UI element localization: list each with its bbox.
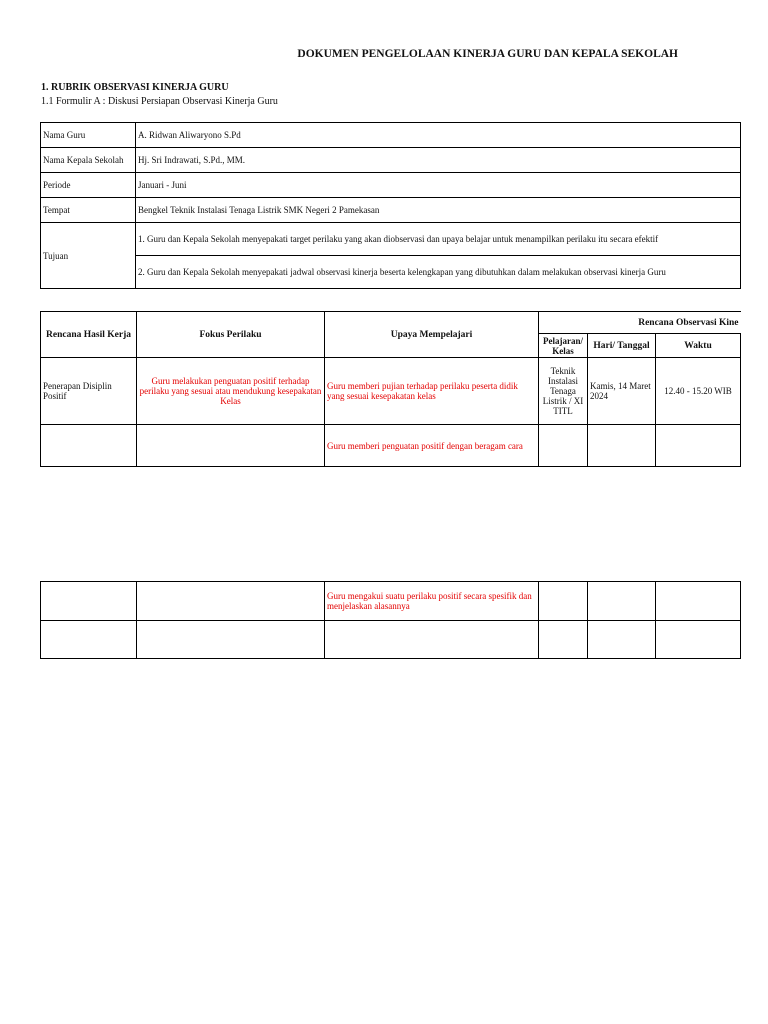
empty-cell: [656, 425, 741, 467]
pelajaran-kelas-cell: Teknik Instalasi Tenaga Listrik / XI TITL: [539, 358, 588, 425]
hari-tanggal-cell: Kamis, 14 Maret 2024: [588, 358, 656, 425]
upaya-cell-3: Guru mengakui suatu perilaku positif secara spesifik dan menjelaskan alasannya: [325, 582, 539, 621]
empty-cell: [539, 582, 588, 621]
header-rencana-observasi: Rencana Observasi Kine: [539, 312, 741, 334]
info-table: [40, 122, 741, 289]
plan-header-row-1: [41, 312, 741, 334]
empty-cell: [137, 621, 325, 659]
header-waktu: Waktu: [656, 334, 741, 358]
header-upaya-mempelajari: Upaya Mempelajari: [325, 312, 539, 358]
info-row-tujuan-1: [41, 223, 741, 256]
info-row-tempat: [41, 198, 741, 223]
empty-cell: [588, 621, 656, 659]
tujuan-item-1: 1. Guru dan Kepala Sekolah menyepakati target perilaku yang akan diobservasi dan upaya belajar untuk menampilkan perilaku itu secara efektif: [136, 223, 741, 256]
info-row-tujuan-2: [41, 256, 741, 289]
tempat-value: Bengkel Teknik Instalasi Tenaga Listrik SMK Negeri 2 Pamekasan: [136, 198, 741, 223]
empty-cell: [137, 425, 325, 467]
kepala-sekolah-value: Hj. Sri Indrawati, S.Pd., MM.: [136, 148, 741, 173]
fokus-perilaku-cell: Guru melakukan penguatan positif terhadap perilaku yang sesuai atau mendukung kesepakatan Kelas: [137, 358, 325, 425]
kepala-sekolah-label: Nama Kepala Sekolah: [41, 148, 136, 173]
nama-guru-value: A. Ridwan Aliwaryono S.Pd: [136, 123, 741, 148]
empty-cell: [41, 582, 137, 621]
empty-cell: [325, 621, 539, 659]
tujuan-item-2: 2. Guru dan Kepala Sekolah menyepakati jadwal observasi kinerja beserta kelengkapan yang dibutuhkan dalam melakukan observasi kinerja Guru: [136, 256, 741, 289]
info-row-nama-guru: [41, 123, 741, 148]
header-hari-tanggal: Hari/ Tanggal: [588, 334, 656, 358]
observation-plan-table-continued: [40, 581, 741, 659]
waktu-cell: 12.40 - 15.20 WIB: [656, 358, 741, 425]
upaya-cell-1: Guru memberi pujian terhadap perilaku peserta didik yang sesuai kesepakatan kelas: [325, 358, 539, 425]
subsection-title: 1.1 Formulir A : Diskusi Persiapan Observasi Kinerja Guru: [41, 96, 278, 107]
rencana-hasil-kerja-cell: Penerapan Disiplin Positif: [41, 358, 137, 425]
empty-cell: [539, 621, 588, 659]
empty-cell: [588, 582, 656, 621]
empty-cell: [41, 425, 137, 467]
header-pelajaran-kelas: Pelajaran/ Kelas: [539, 334, 588, 358]
tujuan-label: Tujuan: [41, 223, 136, 289]
info-row-periode: [41, 173, 741, 198]
plan-row-2: [41, 425, 741, 467]
periode-value: Januari - Juni: [136, 173, 741, 198]
header-fokus-perilaku: Fokus Perilaku: [137, 312, 325, 358]
empty-cell: [588, 425, 656, 467]
header-rencana-hasil-kerja: Rencana Hasil Kerja: [41, 312, 137, 358]
document-title: DOKUMEN PENGELOLAAN KINERJA GURU DAN KEPALA SEKOLAH: [297, 48, 678, 60]
empty-cell: [539, 425, 588, 467]
info-row-kepala: [41, 148, 741, 173]
empty-cell: [656, 582, 741, 621]
plan-row-1: [41, 358, 741, 425]
empty-cell: [656, 621, 741, 659]
section-title: 1. RUBRIK OBSERVASI KINERJA GURU: [41, 82, 229, 93]
upaya-cell-2: Guru memberi penguatan positif dengan beragam cara: [325, 425, 539, 467]
plan-row-4: [41, 621, 741, 659]
empty-cell: [41, 621, 137, 659]
nama-guru-label: Nama Guru: [41, 123, 136, 148]
empty-cell: [137, 582, 325, 621]
observation-plan-table: [40, 311, 741, 467]
periode-label: Periode: [41, 173, 136, 198]
tempat-label: Tempat: [41, 198, 136, 223]
plan-row-3: [41, 582, 741, 621]
